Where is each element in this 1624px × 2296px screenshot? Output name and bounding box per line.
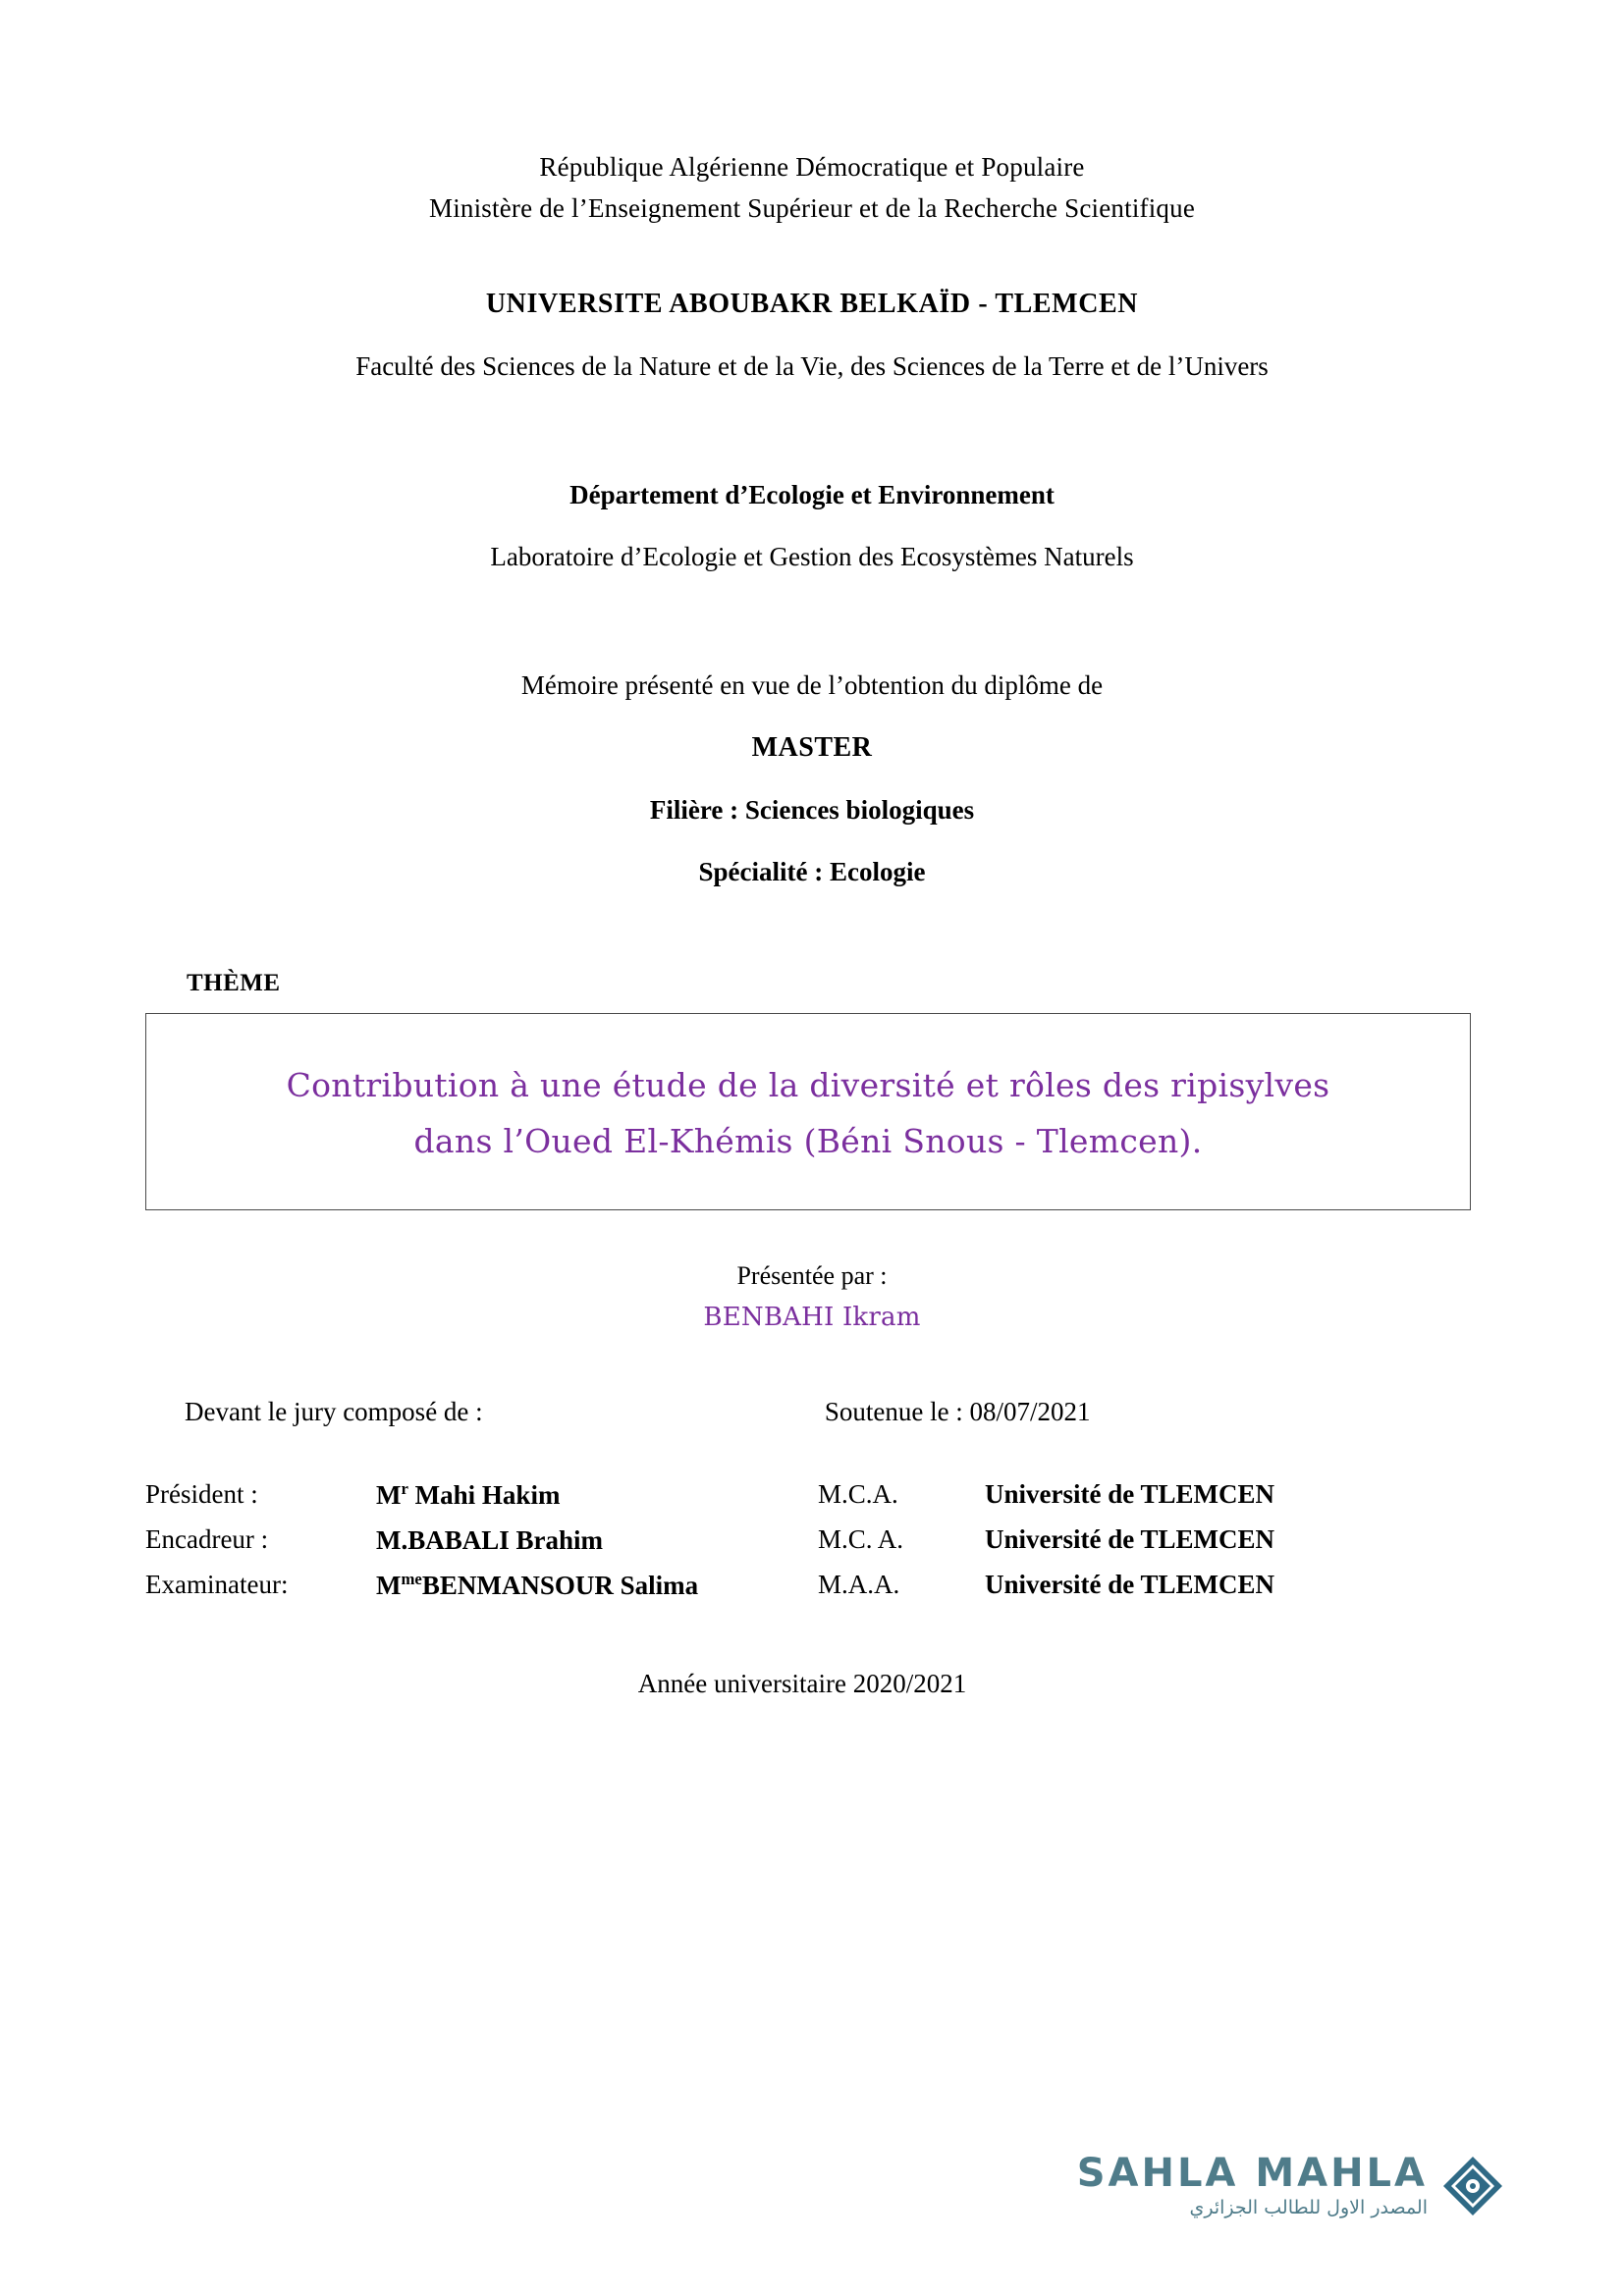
department-name: Département d’Ecologie et Environnement <box>569 479 1055 509</box>
spacer <box>145 701 1479 732</box>
jury-name-prefix: M <box>376 1571 402 1601</box>
watermark-logo-icon <box>1441 2155 1504 2217</box>
table-row <box>145 1472 1479 1518</box>
watermark-title: SAHLA MAHLA <box>1076 2151 1428 2196</box>
jury-name-prefix: M.BABALI Brahim <box>376 1525 604 1556</box>
theme-title-line1: Contribution à une étude de la diversité et rôles des ripisylves <box>286 1065 1330 1104</box>
jury-name <box>376 1563 818 1608</box>
jury-name-prefix: M <box>376 1480 402 1511</box>
spacer <box>145 230 1479 289</box>
jury-name <box>376 1472 818 1518</box>
jury-role: Président : <box>145 1479 258 1510</box>
author-name: BENBAHI Ikram <box>703 1303 921 1333</box>
jury-heading: Devant le jury composé de : <box>185 1397 483 1427</box>
presented-by-label: Présentée par : <box>736 1261 888 1291</box>
jury-role: Encadreur : <box>145 1524 269 1555</box>
theme-title-line2: dans l’Oued El-Khémis (Béni Snous - Tlemcen). <box>413 1122 1203 1161</box>
watermark-text <box>1076 2151 1428 2218</box>
jury-grade: M.A.A. <box>818 1570 900 1600</box>
spacer <box>145 826 1479 857</box>
jury-table <box>145 1472 1479 1608</box>
degree-filiere: Filière : Sciences biologiques <box>649 794 975 825</box>
republic-line: République Algérienne Démocratique et Populaire <box>539 152 1085 182</box>
memoire-line: Mémoire présenté en vue de l’obtention du diplôme de <box>520 669 1104 700</box>
university-name: UNIVERSITE ABOUBAKR BELKAÏD - TLEMCEN <box>485 288 1139 319</box>
spacer <box>145 320 1479 351</box>
jury-header-row <box>145 1397 1479 1427</box>
academic-year: Année universitaire 2020/2021 <box>637 1669 967 1699</box>
jury-university: Université de TLEMCEN <box>985 1570 1274 1600</box>
jury-role: Examinateur: <box>145 1570 289 1600</box>
watermark-subtitle: المصدر الاول للطالب الجزائري <box>1189 2197 1428 2218</box>
theme-label: THÈME <box>187 969 281 996</box>
jury-name-rest: Mahi Hakim <box>407 1480 561 1511</box>
jury-name <box>376 1518 818 1563</box>
jury-grade: M.C.A. <box>818 1479 898 1510</box>
spacer <box>145 382 1479 480</box>
jury-university: Université de TLEMCEN <box>985 1524 1274 1555</box>
spacer <box>145 510 1479 542</box>
jury-name-sup: r <box>401 1479 408 1499</box>
table-row <box>145 1518 1479 1563</box>
defense-date: Soutenue le : 08/07/2021 <box>824 1397 1091 1427</box>
degree-level: MASTER <box>751 731 873 763</box>
jury-university: Université de TLEMCEN <box>985 1479 1274 1510</box>
table-row <box>145 1563 1479 1608</box>
degree-specialite: Spécialité : Ecologie <box>698 856 926 886</box>
laboratory-name: Laboratoire d’Ecologie et Gestion des Ecosystèmes Naturels <box>490 541 1134 571</box>
watermark <box>1076 2151 1504 2218</box>
spacer <box>145 572 1479 670</box>
theme-box <box>145 1013 1471 1211</box>
jury-grade: M.C. A. <box>818 1524 904 1555</box>
spacer <box>145 764 1479 795</box>
jury-name-rest: BENMANSOUR Salima <box>421 1571 699 1601</box>
jury-name-sup: me <box>401 1570 422 1589</box>
spacer <box>145 887 1479 970</box>
faculty-name: Faculté des Sciences de la Nature et de la Vie, des Sciences de la Terre et de l’Univers <box>355 350 1269 381</box>
ministry-line: Ministère de l’Enseignement Supérieur et de la Recherche Scientifique <box>428 192 1196 223</box>
